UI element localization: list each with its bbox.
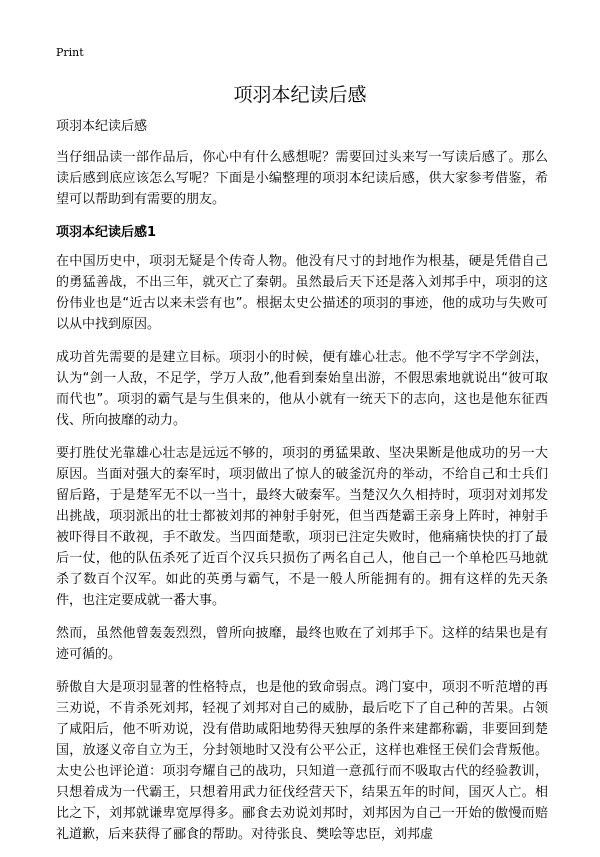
body-paragraph: 骄傲自大是项羽显著的性格特点，也是他的致命弱点。鸿门宴中，项羽不听范增的再三劝说，不肯杀死刘邦，轻视了刘邦对自己的威胁，最后吃下了自己种的苦果。占领了咸阳后，他不听劝说，没有借助咸阳地势得天独厚的条件来建都称霸，非要回到楚国，放逐义帝自立为王，分封领地时又没有公平公正，这样也难怪王侯们会背叛他。太史公也评论道：项羽夸耀自己的战功，只知道一意孤行而不吸取古代的经验教训，只想着成为一代霸王，只想着用武力征伐经营天下，结果五年的时间，国灭人亡。相比之下，刘邦就谦卑宽厚得多。郦食去劝说刘邦时，刘邦因为自己一开始的傲慢而赔礼道歉，后来获得了郦食的帮助。对待张良、樊哙等忠臣，刘邦虚 — [56, 680, 548, 842]
section-heading: 项羽本纪读后感1 — [56, 225, 157, 240]
page-title: 项羽本纪读后感 — [233, 84, 367, 106]
body-paragraph: 然而，虽然他曾轰轰烈烈，曾所向披靡，最终也败在了刘邦手下。这样的结果也是有迹可循的。 — [56, 626, 548, 662]
intro-paragraph: 当仔细品读一部作品后，你心中有什么感想呢？需要回过头来写一写读后感了。那么读后感到底应该怎么写呢？下面是小编整理的项羽本纪读后感，供大家参考借鉴，希望可以帮助到有需要的朋友。 — [56, 150, 548, 207]
body-paragraph: 在中国历史中，项羽无疑是个传奇人物。他没有尺寸的封地作为根基，硬是凭借自己的勇猛善战，不出三年，就灭亡了秦朝。虽然最后天下还是落入刘邦手中，项羽的这份伟业也是“近古以来未尝有也”。根据太史公描述的项羽的事迹，他的成功与失败可以从中找到原因。 — [56, 254, 548, 332]
article-body — [56, 116, 548, 857]
body-paragraph: 成功首先需要的是建立目标。项羽小的时候，便有雄心壮志。他不学写字不学剑法，认为“剑一人敌，不足学，学万人敌”,他看到秦始皇出游，不假思索地就说出“彼可取而代也”。项羽的霸气是与生俱来的，他从小就有一统天下的志向，这也是他东征西伐、所向披靡的动力。 — [56, 350, 548, 428]
print-link[interactable]: Print — [56, 46, 84, 59]
article-subtitle: 项羽本纪读后感 — [56, 119, 148, 134]
body-paragraph: 要打胜仗光靠雄心壮志是远远不够的，项羽的勇猛果敢、坚决果断是他成功的另一大原因。当面对强大的秦军时，项羽做出了惊人的破釜沉舟的举动，不给自己和士兵们留后路，于是楚军无不以一当十，最终大破秦军。当楚汉久久相持时，项羽对刘邦发出挑战，项羽派出的壮士都被刘邦的神射手射死，但当西楚霸王亲身上阵时，神射手被吓得目不敢视，手不敢发。当四面楚歌，项羽已注定失败时，他痛痛快快的打了最后一仗，他的队伍杀死了近百个汉兵只损伤了两名自己人，他自己一个单枪匹马地就杀了数百个汉军。如此的英勇与霸气，不是一般人所能拥有的。拥有这样的先天条件，也注定要成就一番大事。 — [56, 446, 548, 608]
